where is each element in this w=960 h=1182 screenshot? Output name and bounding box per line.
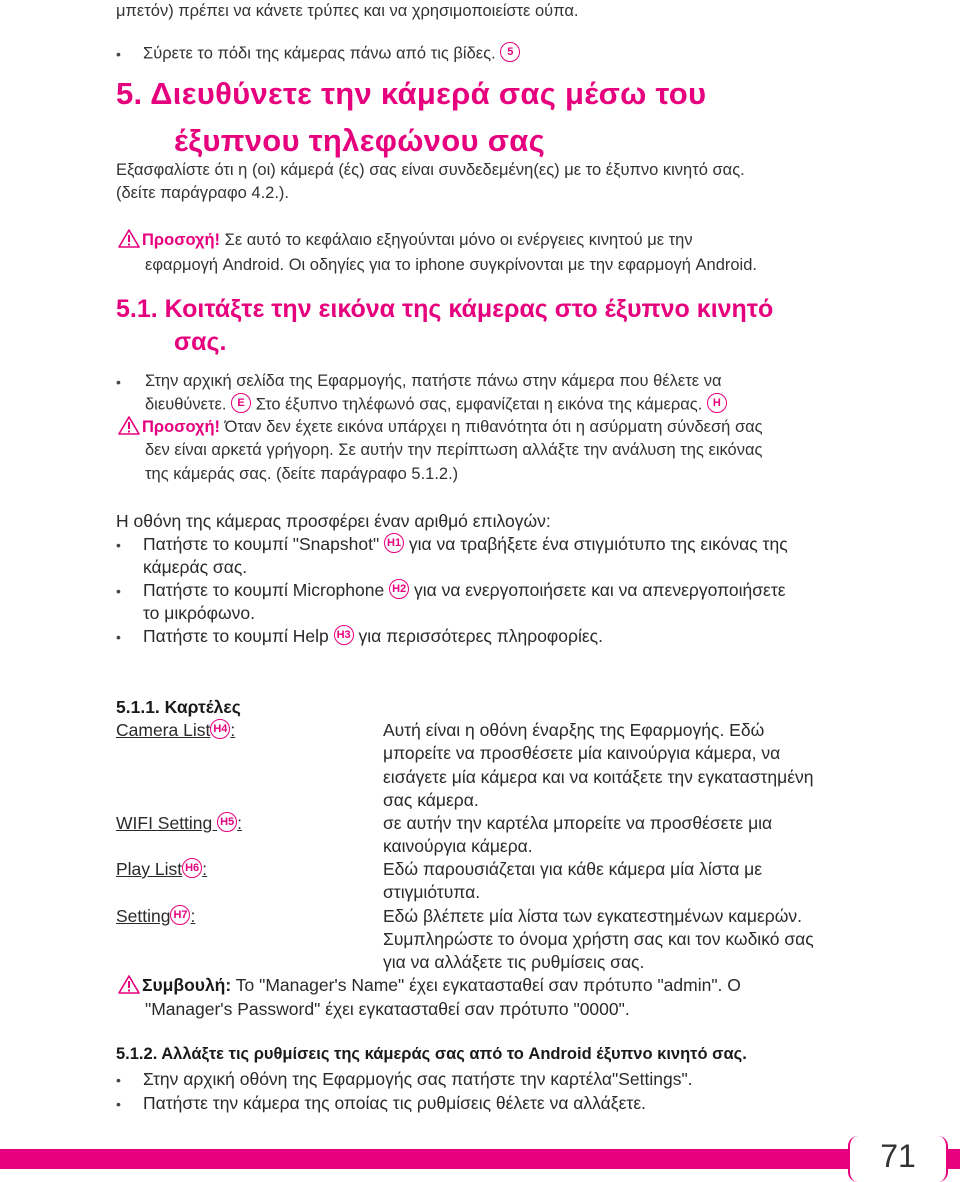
tab-play-list-label <box>116 859 207 880</box>
option-microphone-after: για να ενεργοποιήσετε και να απενεργοποιήσετε <box>409 580 786 600</box>
bullet-dot-icon: • <box>116 537 121 553</box>
warning-2-line2: δεν είναι αρκετά γρήγορη. Σε αυτήν την περίπτωση αλλάξτε την ανάλυση της εικόνας <box>145 441 763 459</box>
tab-wifi-setting-desc-2: καινούργια κάμερα. <box>383 836 533 856</box>
badge-5: 5 <box>500 42 520 62</box>
tab-play-list-desc-2: στιγμιότυπα. <box>383 882 481 902</box>
tab-camera-list-desc-4: σας κάμερα. <box>383 790 479 810</box>
warning-triangle-icon <box>118 975 140 994</box>
section-5-1-bullet-2b: Στο έξυπνο τηλέφωνό σας, εμφανίζεται η εικόνα της κάμερας. <box>255 395 703 414</box>
warning-2-line1 <box>118 418 763 437</box>
badge-h5: H5 <box>217 812 237 832</box>
warning-1-line2: εφαρμογή Android. Οι οδηγίες για το iphone συγκρίνονται με την εφαρμογή Android. <box>145 256 757 274</box>
badge-h6: H6 <box>182 858 202 878</box>
option-snapshot-line1 <box>143 534 788 555</box>
option-snapshot-after: για να τραβήξετε ένα στιγμιότυπο της εικόνας της <box>404 534 788 554</box>
section-5-1-bullet-line1: Στην αρχική σελίδα της Εφαρμογής, πατήστε πάνω στην κάμερα που θέλετε να <box>145 372 722 390</box>
tab-camera-list-desc-2: μπορείτε να προσθέσετε μία καινούργια κάμερα, να <box>383 743 781 763</box>
option-help-after: για περισσότερες πληροφορίες. <box>353 626 603 646</box>
section-5-1-1-title: 5.1.1. Καρτέλες <box>116 697 241 717</box>
tab-setting-desc-3: για να αλλάξετε τις ρυθμίσεις σας. <box>383 952 645 972</box>
tab-setting-colon: : <box>190 906 196 926</box>
tab-setting-desc-2: Συμπληρώστε το όνομα χρήστη σας και τον κωδικό σας <box>383 929 814 949</box>
tip-line1 <box>118 975 741 996</box>
option-help-before: Πατήστε το κουμπί Help <box>143 626 334 646</box>
option-snapshot-line2: κάμεράς σας. <box>143 557 248 577</box>
bullet-dot-icon: • <box>116 46 121 62</box>
warning-1-text: Σε αυτό το κεφάλαιο εξηγούνται μόνο οι ενέργειες κινητού με την <box>220 231 693 249</box>
warning-1-line1 <box>118 231 693 250</box>
bullet-dot-icon: • <box>116 583 121 599</box>
section-5-title-line1: 5. Διευθύνετε την κάμερά σας μέσω του <box>116 76 707 111</box>
tab-wifi-setting-colon: : <box>237 813 243 833</box>
tab-camera-list-desc-1: Αυτή είναι η οθόνη έναρξης της Εφαρμογής. Εδώ <box>383 720 765 740</box>
tab-camera-list-colon: : <box>230 720 236 740</box>
warning-2-text: Όταν δεν έχετε εικόνα υπάρχει η πιθανότητα ότι η ασύρματη σύνδεσή σας <box>220 418 763 436</box>
tip-label: Συμβουλή: <box>142 975 232 995</box>
option-microphone-line2: το μικρόφωνο. <box>143 603 256 623</box>
badge-h1: H1 <box>384 533 404 553</box>
option-microphone-before: Πατήστε το κουμπί Microphone <box>143 580 390 600</box>
tab-camera-list-name: Camera List <box>116 720 211 740</box>
tab-play-list-colon: : <box>202 859 208 879</box>
tab-play-list-desc-1: Εδώ παρουσιάζεται για κάθε κάμερα μία λίστα με <box>383 859 763 879</box>
badge-h2: H2 <box>389 579 409 599</box>
section-5-1-2-title: 5.1.2. Αλλάξτε τις ρυθμίσεις της κάμεράς σας από το Android έξυπνο κινητό σας. <box>116 1045 747 1063</box>
tab-setting-label <box>116 906 195 927</box>
section-5-1-bullet-2a: διευθύνετε. <box>145 395 227 414</box>
option-snapshot-before: Πατήστε το κουμπί "Snapshot" <box>143 534 385 554</box>
top-continuation-text: μπετόν) πρέπει να κάνετε τρύπες και να χρησιμοποιείστε ούπα. <box>116 2 579 20</box>
bullet-slide-text <box>143 44 520 64</box>
warning-triangle-icon <box>118 416 140 435</box>
section-5-1-2-bullet-1: Στην αρχική οθόνη της Εφαρμογής σας πατήστε την καρτέλα"Settings". <box>143 1069 693 1089</box>
tab-setting-name: Setting <box>116 906 171 926</box>
option-microphone-line1 <box>143 580 786 601</box>
warning-2-label: Προσοχή! <box>142 418 221 436</box>
options-intro: Η οθόνη της κάμερας προσφέρει έναν αριθμό επιλογών: <box>116 511 551 531</box>
section-5-1-title-line1: 5.1. Κοιτάξτε την εικόνα της κάμερας στο έξυπνο κινητό <box>116 295 774 323</box>
section-5-1-title-line2: σας. <box>174 328 227 356</box>
tab-wifi-setting-name: WIFI Setting <box>116 813 218 833</box>
tab-wifi-setting-desc-1: σε αυτήν την καρτέλα μπορείτε να προσθέσετε μια <box>383 813 773 833</box>
page-number: 71 <box>880 1138 916 1174</box>
section-5-intro-line2: (δείτε παράγραφο 4.2.). <box>116 184 290 202</box>
option-help-line1 <box>143 626 603 647</box>
tab-camera-list-label <box>116 720 235 741</box>
badge-h3: H3 <box>334 625 354 645</box>
tip-line2: "Manager's Password" έχει εγκατασταθεί σαν πρότυπο "0000". <box>145 999 630 1019</box>
bullet-dot-icon: • <box>116 629 121 645</box>
bullet-dot-icon: • <box>116 1096 121 1112</box>
badge-h4: H4 <box>210 719 230 739</box>
bullet-dot-icon: • <box>116 1072 121 1088</box>
section-5-title-line2: έξυπνου τηλεφώνου σας <box>174 123 546 158</box>
warning-1-label: Προσοχή! <box>142 231 221 249</box>
tip-text: Το "Manager's Name" έχει εγκατασταθεί σαν πρότυπο "admin". Ο <box>231 975 741 995</box>
tab-wifi-setting-label <box>116 813 242 834</box>
bullet-slide-label: Σύρετε το πόδι της κάμερας πάνω από τις βίδες. <box>143 44 496 63</box>
section-5-1-2-bullet-2: Πατήστε την κάμερα της οποίας τις ρυθμίσεις θέλετε να αλλάξετε. <box>143 1093 646 1113</box>
tab-camera-list-desc-3: εισάγετε μία κάμερα και να κοιτάξετε την εγκαταστημένη <box>383 767 814 787</box>
tab-setting-desc-1: Εδώ βλέπετε μία λίστα των εγκατεστημένων καμερών. <box>383 906 803 926</box>
section-5-intro-line1: Εξασφαλίστε ότι η (οι) κάμερά (ές) σας είναι συνδεδεμένη(ες) με το έξυπνο κινητό σας. <box>116 161 745 179</box>
warning-triangle-icon <box>118 229 140 248</box>
tab-play-list-name: Play List <box>116 859 183 879</box>
badge-h7: H7 <box>170 905 190 925</box>
badge-h: H <box>707 393 727 413</box>
footer-accent-bar <box>0 1149 848 1169</box>
bullet-dot-icon: • <box>116 374 121 390</box>
warning-2-line3: της κάμεράς σας. (δείτε παράγραφο 5.1.2.) <box>145 465 459 483</box>
badge-e: E <box>231 393 251 413</box>
section-5-1-bullet-line2 <box>145 395 727 415</box>
footer-accent-bar-end <box>948 1149 960 1169</box>
